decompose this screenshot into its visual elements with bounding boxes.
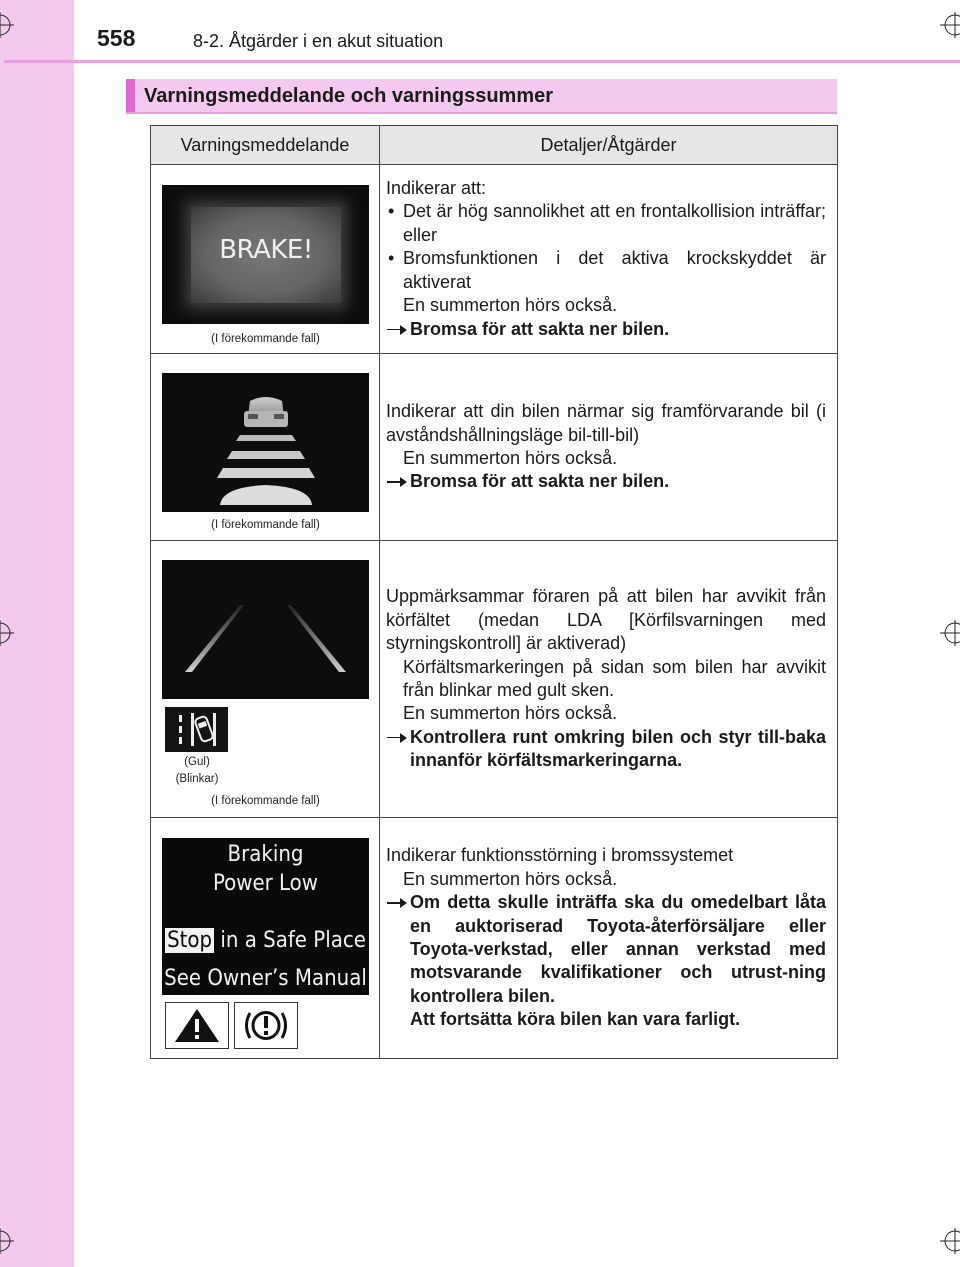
section-title: Varningsmeddelande och varningssummer — [144, 85, 554, 107]
brake-system-icon — [235, 1003, 297, 1048]
icon-label-color: (Gul) — [184, 756, 210, 768]
column-header-message: Varningsmeddelande — [151, 126, 380, 165]
details-intro: Uppmärksammar föraren på att bilen har avvikit från körfältet (medan LDA [Körfilsvarningen med styrningskontroll] är aktiverad) — [386, 586, 826, 654]
details-bullet: • Bromsfunktionen i det aktiva krockskyddet är aktiverat — [386, 247, 826, 294]
details-note: En summerton hörs också. — [403, 295, 618, 316]
details-action: Bromsa för att sakta ner bilen. — [386, 470, 826, 493]
lane-departure-icon — [165, 707, 228, 752]
warning-image-cell — [151, 818, 380, 1059]
details-intro: Indikerar att: — [386, 178, 487, 199]
table-header-row — [151, 126, 838, 165]
warning-triangle-indicator — [165, 1002, 229, 1049]
details-intro: Indikerar att din bilen närmar sig framförvarande bil (i avståndshållningsläge bil-till-bil) — [386, 401, 826, 445]
table-row — [151, 818, 838, 1059]
warning-image-cell — [151, 354, 380, 541]
details-cell — [380, 541, 838, 818]
details-note: En summerton hörs också. — [403, 703, 618, 724]
car-approach-icon — [162, 373, 369, 512]
stop-highlight: Stop — [167, 928, 213, 953]
section-divider — [126, 112, 837, 114]
lane-departure-display — [162, 560, 369, 699]
warning-triangle-icon — [166, 1003, 228, 1048]
crop-mark-mid-right — [940, 620, 960, 646]
details-note: Körfältsmarkeringen på sidan som bilen har avvikit från blinkar med gult sken. — [403, 656, 826, 700]
approach-warning-display — [162, 373, 369, 512]
crop-mark-top-left — [0, 12, 14, 38]
warning-table — [150, 125, 838, 1059]
display-line: Braking — [227, 842, 304, 867]
details-action: Om detta skulle inträffa ska du omedelbart låta en auktoriserad Toyota-återförsäljare eller Toyota-verkstad, eller annan verkstad med motsvarande kvalifikationer och utrust-ning kontrollera bilen. — [386, 891, 826, 1008]
crop-mark-top-right — [940, 12, 960, 38]
crop-mark-bottom-right — [940, 1228, 960, 1254]
details-note: En summerton hörs också. — [403, 448, 618, 468]
brake-display-text: BRAKE! — [219, 235, 313, 265]
chapter-title: 8-2. Åtgärder i en akut situation — [193, 31, 444, 51]
details-bullet: • Det är hög sannolikhet att en frontalkollision inträffar; eller — [386, 200, 826, 247]
image-caption: (I förekommande fall) — [211, 333, 320, 345]
page-number: 558 — [97, 25, 136, 51]
details-cell — [380, 165, 838, 354]
details-note: En summerton hörs också. — [403, 868, 618, 889]
brake-warning-indicator — [234, 1002, 298, 1049]
brake-warning-panel — [191, 207, 341, 303]
warning-image-cell — [151, 165, 380, 354]
details-cell — [380, 818, 838, 1059]
warning-image-cell — [151, 541, 380, 818]
icon-label-blinking: (Blinkar) — [175, 773, 219, 785]
display-line: See Owner’s Manual — [164, 966, 367, 991]
image-caption: (I förekommande fall) — [211, 519, 320, 531]
table-row — [151, 165, 838, 354]
display-line: Power Low — [213, 871, 318, 896]
lane-markings-icon — [162, 560, 369, 699]
table-row — [151, 541, 838, 818]
section-title-bar — [126, 79, 837, 112]
image-caption: (I förekommande fall) — [211, 795, 320, 807]
header-divider — [4, 60, 960, 63]
lane-departure-indicator — [165, 707, 228, 752]
display-line-rest: in a Safe Place — [214, 928, 366, 953]
details-cell — [380, 354, 838, 541]
table-row — [151, 354, 838, 541]
crop-mark-mid-left — [0, 620, 14, 646]
braking-power-low-display — [162, 838, 369, 995]
brake-warning-display — [162, 185, 369, 324]
details-intro: Indikerar funktionsstörning i bromssystemet — [386, 845, 734, 866]
display-line-stop — [162, 928, 369, 953]
details-action: Bromsa för att sakta ner bilen. — [386, 318, 826, 341]
column-header-details: Detaljer/Åtgärder — [380, 126, 838, 165]
crop-mark-bottom-left — [0, 1228, 14, 1254]
details-action-warning: Att fortsätta köra bilen kan vara farligt. — [410, 1009, 741, 1030]
details-action: Kontrollera runt omkring bilen och styr till-baka innanför körfältsmarkeringarna. — [386, 726, 826, 773]
